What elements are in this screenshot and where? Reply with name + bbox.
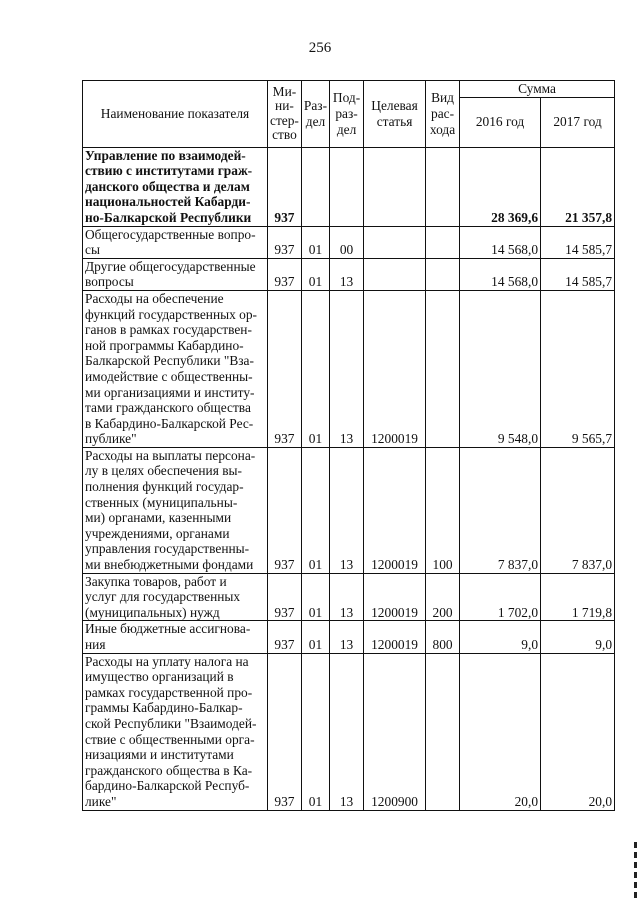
cell-expense-type: [426, 226, 460, 258]
cell-sum-2016: 14 568,0: [460, 258, 541, 290]
cell-sum-2016: 7 837,0: [460, 447, 541, 573]
cell-expense-type: 100: [426, 447, 460, 573]
table-row: [83, 621, 615, 653]
cell-subsection: 13: [330, 621, 364, 653]
cell-sum-2016: 28 369,6: [460, 147, 541, 226]
cell-sum-2017: 1 719,8: [541, 573, 615, 621]
table-body: [83, 147, 615, 810]
cell-ministry: 937: [268, 573, 302, 621]
header-section: Раз- дел: [301, 81, 329, 148]
cell-name: Общегосударственные вопро- сы: [83, 226, 268, 258]
table-row: [83, 147, 615, 226]
cell-target: 1200019: [364, 573, 426, 621]
cell-subsection: 13: [330, 573, 364, 621]
cell-name: Расходы на выплаты персона- лу в целях обеспечения вы- полнения функций государ- ственных (муниципальны- ми) органами, казенными учреждениями, органами управления государственны- ми внебюджетными фондами: [83, 447, 268, 573]
cell-expense-type: [426, 147, 460, 226]
cell-subsection: 13: [330, 290, 364, 447]
cell-subsection: 13: [330, 447, 364, 573]
cell-target: 1200019: [364, 290, 426, 447]
cell-name: Расходы на уплату налога на имущество организаций в рамках государственной про- граммы Кабардино-Балкар- ской Республики "Взаимодей- ствие с общественными орга- низациями и институтами гражданского общества в Ка- бардино-Балкарской Респуб- лике": [83, 653, 268, 810]
cell-sum-2017: 21 357,8: [541, 147, 615, 226]
table-row: [83, 290, 615, 447]
header-expense-type: Вид рас- хода: [426, 81, 460, 148]
cell-section: 01: [301, 258, 329, 290]
header-name: Наименование показателя: [83, 81, 268, 148]
cell-target: 1200900: [364, 653, 426, 810]
cell-target: [364, 147, 426, 226]
cell-section: 01: [301, 290, 329, 447]
cell-target: 1200019: [364, 621, 426, 653]
cell-ministry: 937: [268, 653, 302, 810]
cell-name: Управление по взаимодей- ствию с институтами граж- данского общества и делам национальностей Кабарди- но-Балкарской Республики: [83, 147, 268, 226]
cell-section: 01: [301, 573, 329, 621]
cell-section: 01: [301, 226, 329, 258]
cell-section: 01: [301, 447, 329, 573]
table-row: [83, 226, 615, 258]
table-row: [83, 653, 615, 810]
cell-target: 1200019: [364, 447, 426, 573]
budget-table: [82, 80, 615, 811]
cell-expense-type: 200: [426, 573, 460, 621]
cell-sum-2016: 20,0: [460, 653, 541, 810]
table-row: [83, 447, 615, 573]
cell-sum-2017: 9 565,7: [541, 290, 615, 447]
cell-sum-2016: 1 702,0: [460, 573, 541, 621]
header-ministry: Ми- ни- стер- ство: [268, 81, 302, 148]
cell-sum-2017: 9,0: [541, 621, 615, 653]
cell-sum-2016: 9 548,0: [460, 290, 541, 447]
header-subsection: Под- раз- дел: [330, 81, 364, 148]
cell-sum-2017: 14 585,7: [541, 258, 615, 290]
cell-name: Расходы на обеспечение функций государственных ор- ганов в рамках государствен- ной программы Кабардино- Балкарской Республики "Вза- имодействие с общественны- ми организациями и институ- тами гражданского общества в Кабардино-Балкарской Рес- публике": [83, 290, 268, 447]
cell-name: Иные бюджетные ассигнова- ния: [83, 621, 268, 653]
cell-expense-type: [426, 653, 460, 810]
table-row: [83, 258, 615, 290]
header-sum: Сумма: [460, 81, 615, 98]
cell-section: 01: [301, 653, 329, 810]
cell-subsection: 13: [330, 653, 364, 810]
cell-sum-2017: 7 837,0: [541, 447, 615, 573]
cell-name: Другие общегосударственные вопросы: [83, 258, 268, 290]
cell-section: 01: [301, 621, 329, 653]
cell-expense-type: [426, 290, 460, 447]
cell-ministry: 937: [268, 621, 302, 653]
cell-ministry: 937: [268, 290, 302, 447]
cell-subsection: [330, 147, 364, 226]
cell-sum-2017: 20,0: [541, 653, 615, 810]
cell-sum-2016: 14 568,0: [460, 226, 541, 258]
cell-section: [301, 147, 329, 226]
cell-sum-2017: 14 585,7: [541, 226, 615, 258]
cell-expense-type: [426, 258, 460, 290]
header-year-2017: 2017 год: [541, 97, 615, 147]
header-target: Целевая статья: [364, 81, 426, 148]
cell-target: [364, 226, 426, 258]
table-row: [83, 573, 615, 621]
cell-sum-2016: 9,0: [460, 621, 541, 653]
cell-ministry: 937: [268, 147, 302, 226]
cell-ministry: 937: [268, 226, 302, 258]
cell-subsection: 13: [330, 258, 364, 290]
cell-ministry: 937: [268, 447, 302, 573]
cell-target: [364, 258, 426, 290]
cell-ministry: 937: [268, 258, 302, 290]
scan-edge-marks: [634, 842, 637, 902]
cell-subsection: 00: [330, 226, 364, 258]
header-year-2016: 2016 год: [460, 97, 541, 147]
cell-expense-type: 800: [426, 621, 460, 653]
cell-name: Закупка товаров, работ и услуг для государственных (муниципальных) нужд: [83, 573, 268, 621]
page-number: 256: [308, 40, 332, 56]
